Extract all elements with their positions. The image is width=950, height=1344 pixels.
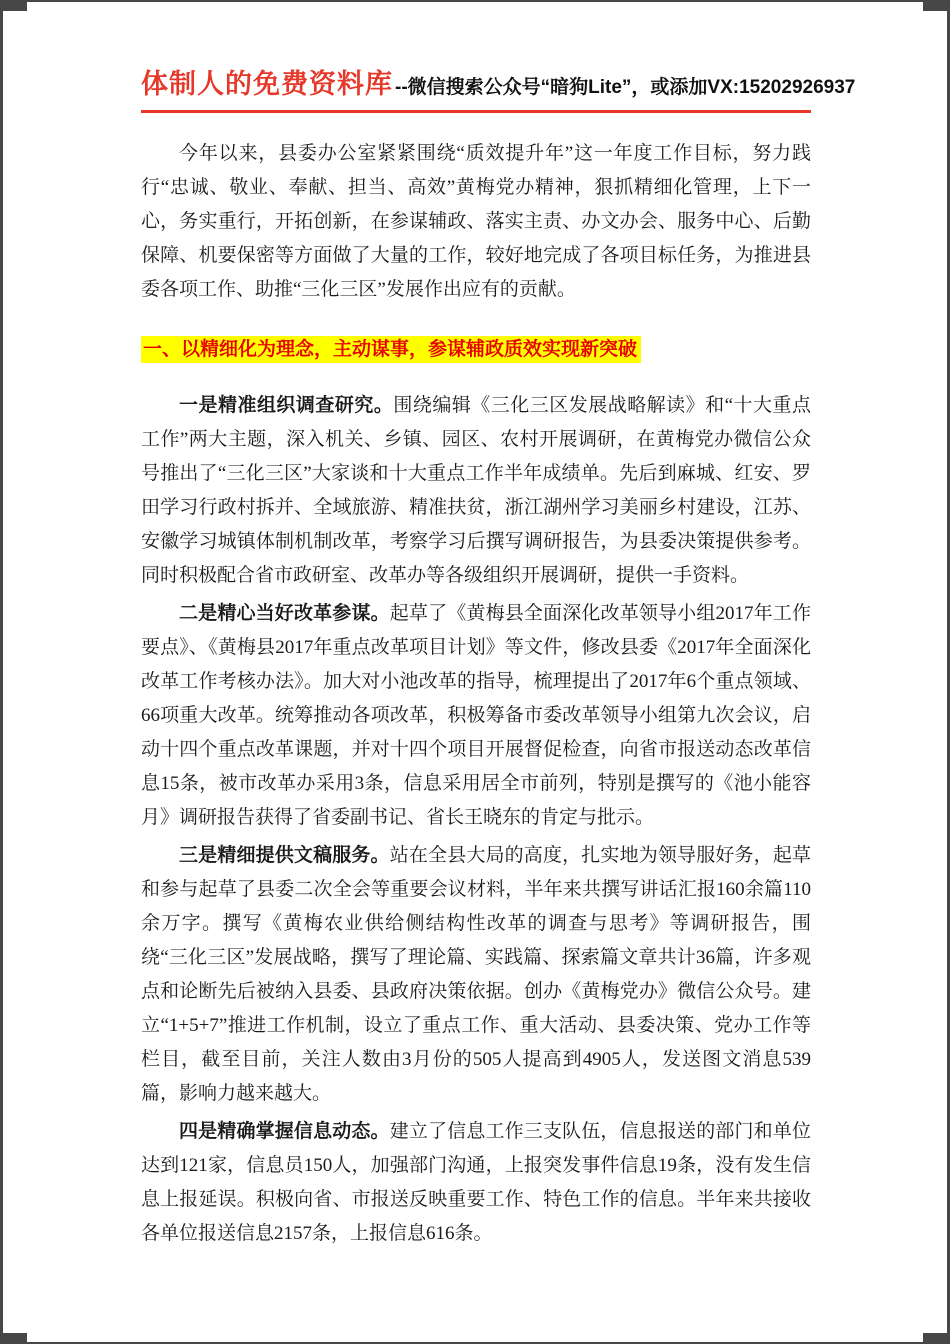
paragraph-1-lead: 一是精准组织调查研究。 (179, 395, 394, 416)
document-header (141, 62, 856, 113)
paragraph-2-lead: 二是精心当好改革参谋。 (179, 603, 390, 624)
paragraph-3-lead: 三是精细提供文稿服务。 (179, 845, 390, 866)
page-corner-bottom-left (0, 1333, 27, 1344)
paragraph-4-body: 建立了信息工作三支队伍，信息报送的部门和单位达到121家，信息员150人，加强部门沟通，上报突发事件信息19条，没有发生信息上报延误。积极向省、市报送反映重要工作、特色工作的信息。半年来共接收各单位报送信息2157条，上报信息616条。 (141, 1121, 811, 1244)
header-brand-title: 体制人的免费资料库 (141, 69, 393, 99)
page-corner-top-left (0, 0, 27, 11)
section-paragraph-1 (141, 389, 811, 593)
section-paragraph-4 (141, 1115, 811, 1251)
page-edge-left (0, 0, 3, 1344)
section-paragraph-3 (141, 839, 811, 1111)
page-edge-top (0, 0, 950, 2)
paragraph-2-body: 起草了《黄梅县全面深化改革领导小组2017年工作要点》、《黄梅县2017年重点改革项目计划》等文件，修改县委《2017年全面深化改革工作考核办法》。加大对小池改革的指导，梳理提出了2017年6个重点领域、66项重大改革。统筹推动各项改革，积极筹备市委改革领导小组第九次会议，启动十四个重点改革课题，并对十四个项目开展督促检查，向省市报送动态改革信息15条，被市改革办采用3条，信息采用居全市前列，特别是撰写的《池小能容月》调研报告获得了省委副书记、省长王晓东的肯定与批示。 (141, 603, 811, 828)
paragraph-4-lead: 四是精确掌握信息动态。 (179, 1121, 390, 1142)
intro-paragraph: 今年以来，县委办公室紧紧围绕“质效提升年”这一年度工作目标，努力践行“忠诚、敬业、奉献、担当、高效”黄梅党办精神，狠抓精细化管理，上下一心，务实重行，开拓创新，在参谋辅政、落实主责、办文办会、服务中心、后勤保障、机要保密等方面做了大量的工作，较好地完成了各项目标任务，为推进县委各项工作、助推“三化三区”发展作出应有的贡献。 (141, 143, 811, 300)
page-corner-bottom-right (923, 1333, 950, 1344)
section-heading (141, 337, 811, 363)
paragraph-3-body: 站在全县大局的高度，扎实地为领导服好务，起草和参与起草了县委二次全会等重要会议材料，半年来共撰写讲话汇报160余篇110余万字。撰写《黄梅农业供给侧结构性改革的调查与思考》等调研报告，围绕“三化三区”发展战略，撰写了理论篇、实践篇、探索篇文章共计36篇，许多观点和论断先后被纳入县委、县政府决策依据。创办《黄梅党办》微信公众号。建立“1+5+7”推进工作机制，设立了重点工作、重大活动、县委决策、党办工作等栏目，截至目前，关注人数由3月份的505人提高到4905人，发送图文消息539篇，影响力越来越大。 (141, 845, 811, 1104)
header-subtitle: --微信搜索公众号“暗狗Lite”，或添加VX:15202926937 (395, 77, 856, 98)
document-content (141, 62, 856, 1255)
page-corner-top-right (923, 0, 950, 11)
paragraph-1-body: 围绕编辑《三化三区发展战略解读》和“十大重点工作”两大主题，深入机关、乡镇、园区、农村开展调研，在黄梅党办微信公众号推出了“三化三区”大家谈和十大重点工作半年成绩单。先后到麻城、红安、罗田学习行政村拆并、全域旅游、精准扶贫，浙江湖州学习美丽乡村建设，江苏、安徽学习城镇体制机制改革，考察学习后撰写调研报告，为县委决策提供参考。同时积极配合省市政研室、改革办等各级组织开展调研，提供一手资料。 (141, 395, 811, 586)
section-heading-text: 一、以精细化为理念，主动谋事，参谋辅政质效实现新突破 (141, 336, 641, 363)
section-paragraph-2 (141, 597, 811, 835)
